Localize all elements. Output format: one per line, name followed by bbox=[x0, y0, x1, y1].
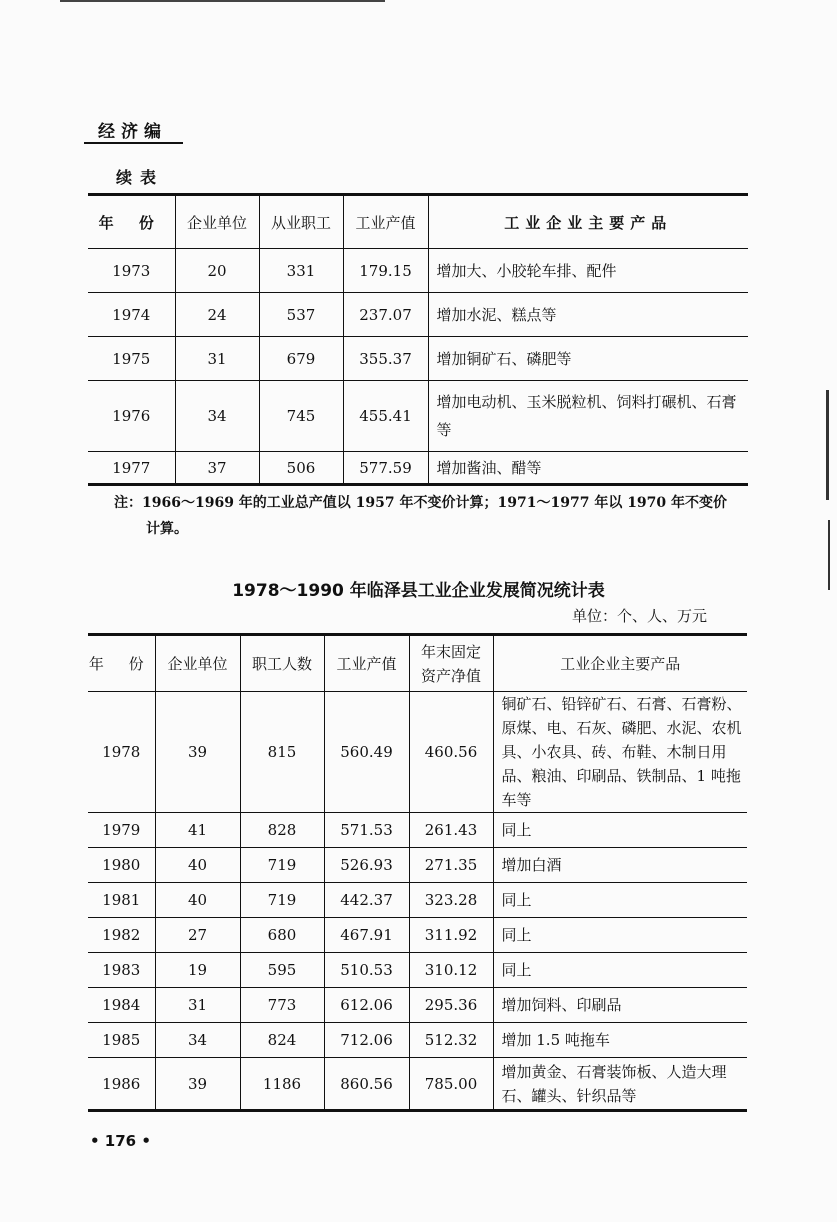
table-header-row bbox=[88, 195, 748, 249]
page-number: • 176 • bbox=[90, 1132, 151, 1150]
cell-workers: 679 bbox=[259, 337, 343, 381]
cell-output: 455.41 bbox=[343, 381, 428, 452]
cell-output: 612.06 bbox=[324, 988, 409, 1023]
section-title: 经济编 bbox=[98, 122, 167, 142]
scan-edge-mark bbox=[826, 390, 829, 500]
top-edge-rule bbox=[60, 0, 385, 2]
cell-year: 1981 bbox=[88, 883, 155, 918]
cell-products: 同上 bbox=[493, 883, 747, 918]
table-row bbox=[88, 381, 748, 452]
cell-products: 同上 bbox=[493, 918, 747, 953]
cell-products: 增加铜矿石、磷肥等 bbox=[428, 337, 748, 381]
cell-workers: 824 bbox=[240, 1023, 324, 1058]
cell-output: 179.15 bbox=[343, 249, 428, 293]
column-header-output: 工业产值 bbox=[343, 195, 428, 249]
table-row bbox=[88, 293, 748, 337]
cell-year: 1985 bbox=[88, 1023, 155, 1058]
table-header-row bbox=[88, 635, 747, 692]
cell-fixed-assets: 271.35 bbox=[409, 848, 493, 883]
cell-output: 560.49 bbox=[324, 692, 409, 813]
cell-fixed-assets: 512.32 bbox=[409, 1023, 493, 1058]
cell-output: 467.91 bbox=[324, 918, 409, 953]
cell-workers: 815 bbox=[240, 692, 324, 813]
cell-year: 1984 bbox=[88, 988, 155, 1023]
cell-workers: 506 bbox=[259, 452, 343, 485]
cell-year: 1986 bbox=[88, 1058, 155, 1111]
cell-year: 1977 bbox=[88, 452, 175, 485]
cell-units: 41 bbox=[155, 813, 240, 848]
cell-year: 1979 bbox=[88, 813, 155, 848]
table-row bbox=[88, 918, 747, 953]
cell-units: 20 bbox=[175, 249, 259, 293]
cell-products: 增加酱油、醋等 bbox=[428, 452, 748, 485]
note-line: 注：1966～1969 年的工业总产值以 1957 年不变价计算；1971～1977 年以 1970 年不变价 bbox=[114, 495, 728, 511]
table-title: 1978～1990 年临泽县工业企业发展简况统计表 bbox=[232, 581, 605, 601]
cell-output: 237.07 bbox=[343, 293, 428, 337]
cell-units: 39 bbox=[155, 1058, 240, 1111]
cell-output: 510.53 bbox=[324, 953, 409, 988]
cell-units: 40 bbox=[155, 848, 240, 883]
cell-fixed-assets: 261.43 bbox=[409, 813, 493, 848]
cell-year: 1978 bbox=[88, 692, 155, 813]
cell-year: 1980 bbox=[88, 848, 155, 883]
cell-output: 577.59 bbox=[343, 452, 428, 485]
table-row bbox=[88, 988, 747, 1023]
table-row bbox=[88, 452, 748, 485]
cell-units: 31 bbox=[155, 988, 240, 1023]
table-row bbox=[88, 1058, 747, 1111]
table-row bbox=[88, 249, 748, 293]
column-header-units: 企业单位 bbox=[175, 195, 259, 249]
table-unit-label: 单位：个、人、万元 bbox=[572, 607, 708, 625]
cell-products: 同上 bbox=[493, 953, 747, 988]
table-row bbox=[88, 848, 747, 883]
cell-units: 34 bbox=[175, 381, 259, 452]
table-row bbox=[88, 337, 748, 381]
column-header-year: 年 份 bbox=[88, 195, 175, 249]
cell-fixed-assets: 311.92 bbox=[409, 918, 493, 953]
cell-workers: 745 bbox=[259, 381, 343, 452]
cell-products: 增加水泥、糕点等 bbox=[428, 293, 748, 337]
column-header-units: 企业单位 bbox=[155, 635, 240, 692]
cell-units: 37 bbox=[175, 452, 259, 485]
cell-workers: 331 bbox=[259, 249, 343, 293]
cell-output: 442.37 bbox=[324, 883, 409, 918]
cell-products: 增加电动机、玉米脱粒机、饲料打碾机、石膏等 bbox=[428, 381, 748, 452]
continued-table-label: 续表 bbox=[116, 168, 165, 187]
column-header-output: 工业产值 bbox=[324, 635, 409, 692]
cell-output: 526.93 bbox=[324, 848, 409, 883]
column-header-fixed-assets: 年末固定资产净值 bbox=[409, 635, 493, 692]
cell-products: 增加黄金、石膏装饰板、人造大理石、罐头、针织品等 bbox=[493, 1058, 747, 1111]
cell-units: 40 bbox=[155, 883, 240, 918]
cell-fixed-assets: 460.56 bbox=[409, 692, 493, 813]
column-header-workers: 职工人数 bbox=[240, 635, 324, 692]
table-row bbox=[88, 813, 747, 848]
cell-workers: 1186 bbox=[240, 1058, 324, 1111]
continued-industry-table bbox=[88, 193, 748, 486]
cell-products: 增加大、小胶轮车排、配件 bbox=[428, 249, 748, 293]
table-row bbox=[88, 953, 747, 988]
column-header-year: 年 份 bbox=[88, 635, 155, 692]
cell-output: 355.37 bbox=[343, 337, 428, 381]
cell-output: 712.06 bbox=[324, 1023, 409, 1058]
cell-units: 27 bbox=[155, 918, 240, 953]
cell-products: 铜矿石、铅锌矿石、石膏、石膏粉、原煤、电、石灰、磷肥、水泥、农机具、小农具、砖、布鞋、木制日用品、粮油、印刷品、铁制品、1 吨拖车等 bbox=[493, 692, 747, 813]
cell-fixed-assets: 310.12 bbox=[409, 953, 493, 988]
cell-products: 增加饲料、印刷品 bbox=[493, 988, 747, 1023]
cell-fixed-assets: 785.00 bbox=[409, 1058, 493, 1111]
cell-output: 571.53 bbox=[324, 813, 409, 848]
cell-fixed-assets: 323.28 bbox=[409, 883, 493, 918]
cell-workers: 773 bbox=[240, 988, 324, 1023]
cell-products: 同上 bbox=[493, 813, 747, 848]
industry-statistics-table bbox=[88, 633, 747, 1112]
table-row bbox=[88, 1023, 747, 1058]
table-row bbox=[88, 692, 747, 813]
cell-year: 1976 bbox=[88, 381, 175, 452]
cell-year: 1975 bbox=[88, 337, 175, 381]
cell-products: 增加白酒 bbox=[493, 848, 747, 883]
table-row bbox=[88, 883, 747, 918]
cell-products: 增加 1.5 吨拖车 bbox=[493, 1023, 747, 1058]
cell-year: 1974 bbox=[88, 293, 175, 337]
table-note bbox=[114, 490, 774, 542]
cell-workers: 680 bbox=[240, 918, 324, 953]
cell-units: 24 bbox=[175, 293, 259, 337]
cell-units: 39 bbox=[155, 692, 240, 813]
cell-units: 19 bbox=[155, 953, 240, 988]
cell-year: 1983 bbox=[88, 953, 155, 988]
cell-workers: 719 bbox=[240, 883, 324, 918]
cell-workers: 595 bbox=[240, 953, 324, 988]
column-header-workers: 从业职工 bbox=[259, 195, 343, 249]
column-header-products: 工业企业主要产品 bbox=[493, 635, 747, 692]
cell-year: 1973 bbox=[88, 249, 175, 293]
cell-output: 860.56 bbox=[324, 1058, 409, 1111]
section-title-underline bbox=[84, 142, 183, 144]
note-line: 计算。 bbox=[146, 521, 188, 537]
cell-workers: 828 bbox=[240, 813, 324, 848]
cell-year: 1982 bbox=[88, 918, 155, 953]
cell-fixed-assets: 295.36 bbox=[409, 988, 493, 1023]
cell-units: 31 bbox=[175, 337, 259, 381]
column-header-products: 工业企业主要产品 bbox=[428, 195, 748, 249]
cell-units: 34 bbox=[155, 1023, 240, 1058]
cell-workers: 719 bbox=[240, 848, 324, 883]
cell-workers: 537 bbox=[259, 293, 343, 337]
